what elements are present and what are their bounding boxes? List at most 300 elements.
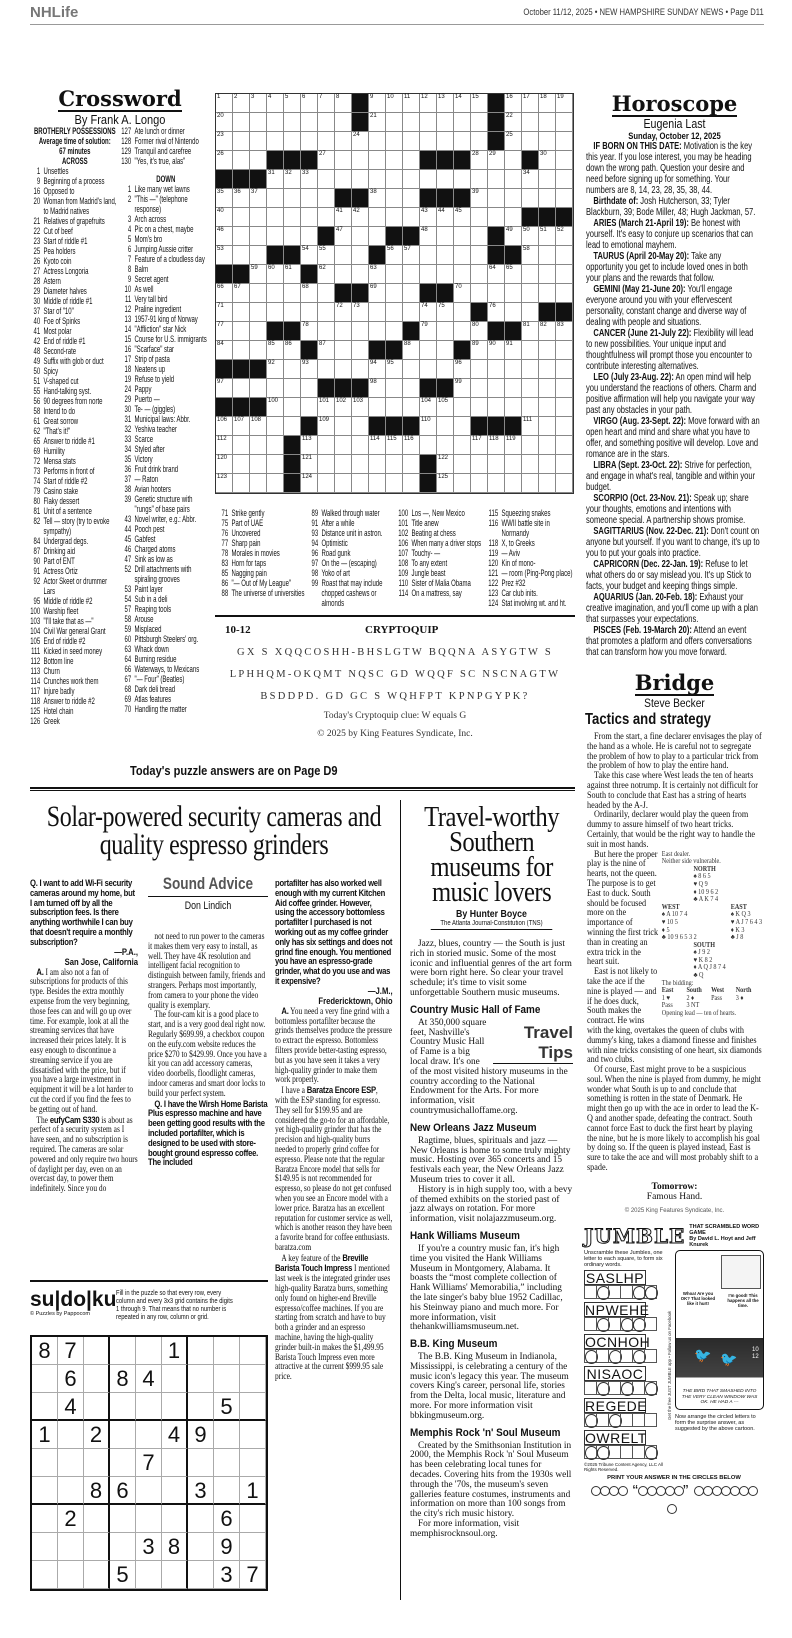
grid-cell[interactable] <box>284 284 301 303</box>
grid-cell[interactable] <box>437 170 454 189</box>
grid-cell[interactable] <box>556 113 573 132</box>
grid-cell[interactable] <box>454 170 471 189</box>
sudoku-cell[interactable] <box>84 1505 110 1533</box>
grid-cell[interactable] <box>556 132 573 151</box>
grid-cell[interactable] <box>352 227 369 246</box>
grid-cell[interactable] <box>556 436 573 455</box>
grid-cell[interactable] <box>539 132 556 151</box>
sudoku-cell[interactable] <box>110 1421 136 1449</box>
grid-cell[interactable] <box>335 94 352 113</box>
grid-cell[interactable] <box>522 227 539 246</box>
grid-cell[interactable] <box>471 246 488 265</box>
grid-cell[interactable] <box>488 398 505 417</box>
grid-cell[interactable] <box>488 208 505 227</box>
answer-circle[interactable] <box>618 1486 628 1496</box>
grid-cell[interactable] <box>471 379 488 398</box>
grid-cell[interactable] <box>488 379 505 398</box>
grid-cell[interactable] <box>369 113 386 132</box>
grid-cell[interactable] <box>301 189 318 208</box>
grid-cell[interactable] <box>250 246 267 265</box>
grid-cell[interactable] <box>522 113 539 132</box>
answer-boxes[interactable] <box>584 1381 664 1395</box>
grid-cell[interactable] <box>335 265 352 284</box>
letter-box[interactable] <box>644 1381 657 1395</box>
grid-cell[interactable] <box>318 417 335 436</box>
grid-cell[interactable] <box>505 360 522 379</box>
grid-cell[interactable] <box>539 360 556 379</box>
grid-cell[interactable] <box>233 246 250 265</box>
grid-cell[interactable] <box>216 436 233 455</box>
grid-cell[interactable] <box>522 455 539 474</box>
sudoku-cell[interactable]: 4 <box>136 1365 162 1393</box>
grid-cell[interactable] <box>403 379 420 398</box>
grid-cell[interactable] <box>284 303 301 322</box>
grid-cell[interactable] <box>539 94 556 113</box>
sudoku-cell[interactable] <box>162 1365 188 1393</box>
grid-cell[interactable] <box>556 360 573 379</box>
grid-cell[interactable] <box>335 170 352 189</box>
sudoku-cell[interactable] <box>58 1533 84 1561</box>
answer-circle[interactable] <box>667 1504 677 1514</box>
grid-cell[interactable] <box>318 113 335 132</box>
grid-cell[interactable] <box>471 360 488 379</box>
grid-cell[interactable] <box>386 94 403 113</box>
grid-cell[interactable] <box>216 189 233 208</box>
grid-cell[interactable] <box>284 132 301 151</box>
grid-cell[interactable] <box>556 398 573 417</box>
grid-cell[interactable] <box>301 227 318 246</box>
sudoku-cell[interactable]: 3 <box>188 1477 214 1505</box>
grid-cell[interactable] <box>556 170 573 189</box>
sudoku-cell[interactable] <box>188 1561 214 1589</box>
grid-cell[interactable] <box>471 474 488 493</box>
grid-cell[interactable] <box>386 246 403 265</box>
grid-cell[interactable] <box>335 398 352 417</box>
grid-cell[interactable] <box>505 132 522 151</box>
grid-cell[interactable] <box>420 322 437 341</box>
grid-cell[interactable] <box>250 379 267 398</box>
grid-cell[interactable] <box>284 417 301 436</box>
grid-cell[interactable] <box>522 341 539 360</box>
grid-cell[interactable] <box>369 284 386 303</box>
sudoku-grid[interactable] <box>30 1335 268 1591</box>
grid-cell[interactable] <box>556 284 573 303</box>
sudoku-cell[interactable] <box>188 1393 214 1421</box>
sudoku-cell[interactable] <box>84 1337 110 1365</box>
grid-cell[interactable] <box>267 284 284 303</box>
sudoku-cell[interactable] <box>110 1505 136 1533</box>
grid-cell[interactable] <box>318 474 335 493</box>
grid-cell[interactable] <box>284 189 301 208</box>
grid-cell[interactable] <box>556 322 573 341</box>
grid-cell[interactable] <box>318 455 335 474</box>
grid-cell[interactable] <box>267 455 284 474</box>
grid-cell[interactable] <box>420 246 437 265</box>
grid-cell[interactable] <box>250 189 267 208</box>
grid-cell[interactable] <box>318 170 335 189</box>
grid-cell[interactable] <box>267 436 284 455</box>
grid-cell[interactable] <box>335 132 352 151</box>
crossword-grid[interactable] <box>215 93 574 494</box>
grid-cell[interactable] <box>233 455 250 474</box>
answer-boxes[interactable] <box>584 1285 664 1299</box>
sudoku-cell[interactable] <box>188 1337 214 1365</box>
grid-cell[interactable] <box>505 94 522 113</box>
grid-cell[interactable] <box>522 398 539 417</box>
grid-cell[interactable] <box>454 398 471 417</box>
grid-cell[interactable] <box>335 151 352 170</box>
grid-cell[interactable] <box>454 455 471 474</box>
grid-cell[interactable] <box>488 474 505 493</box>
grid-cell[interactable] <box>250 436 267 455</box>
grid-cell[interactable] <box>335 322 352 341</box>
grid-cell[interactable] <box>301 436 318 455</box>
grid-cell[interactable] <box>403 94 420 113</box>
sudoku-cell[interactable] <box>240 1449 266 1477</box>
grid-cell[interactable] <box>505 455 522 474</box>
grid-cell[interactable] <box>522 170 539 189</box>
sudoku-cell[interactable] <box>240 1337 266 1365</box>
grid-cell[interactable] <box>335 360 352 379</box>
grid-cell[interactable] <box>488 455 505 474</box>
sudoku-cell[interactable]: 6 <box>110 1477 136 1505</box>
grid-cell[interactable] <box>403 170 420 189</box>
grid-cell[interactable] <box>267 189 284 208</box>
grid-cell[interactable] <box>403 284 420 303</box>
grid-cell[interactable] <box>454 303 471 322</box>
grid-cell[interactable] <box>556 341 573 360</box>
grid-cell[interactable] <box>488 360 505 379</box>
grid-cell[interactable] <box>250 113 267 132</box>
grid-cell[interactable] <box>369 455 386 474</box>
sudoku-cell[interactable] <box>188 1449 214 1477</box>
grid-cell[interactable] <box>437 303 454 322</box>
grid-cell[interactable] <box>471 398 488 417</box>
sudoku-cell[interactable] <box>84 1393 110 1421</box>
grid-cell[interactable] <box>369 398 386 417</box>
grid-cell[interactable] <box>505 398 522 417</box>
grid-cell[interactable] <box>488 436 505 455</box>
grid-cell[interactable] <box>539 398 556 417</box>
answer-circle[interactable] <box>748 1486 758 1496</box>
sudoku-cell[interactable] <box>188 1505 214 1533</box>
grid-cell[interactable] <box>352 436 369 455</box>
grid-cell[interactable] <box>352 151 369 170</box>
grid-cell[interactable] <box>454 246 471 265</box>
grid-cell[interactable] <box>454 322 471 341</box>
sudoku-cell[interactable] <box>32 1365 58 1393</box>
grid-cell[interactable] <box>284 208 301 227</box>
grid-cell[interactable] <box>318 208 335 227</box>
grid-cell[interactable] <box>216 151 233 170</box>
sudoku-cell[interactable] <box>240 1421 266 1449</box>
grid-cell[interactable] <box>284 227 301 246</box>
grid-cell[interactable] <box>369 189 386 208</box>
grid-cell[interactable] <box>369 227 386 246</box>
grid-cell[interactable] <box>369 436 386 455</box>
grid-cell[interactable] <box>522 303 539 322</box>
sudoku-cell[interactable] <box>162 1393 188 1421</box>
grid-cell[interactable] <box>369 132 386 151</box>
grid-cell[interactable] <box>505 151 522 170</box>
grid-cell[interactable] <box>233 284 250 303</box>
grid-cell[interactable] <box>369 360 386 379</box>
sudoku-cell[interactable]: 8 <box>162 1533 188 1561</box>
grid-cell[interactable] <box>505 379 522 398</box>
sudoku-cell[interactable]: 7 <box>136 1449 162 1477</box>
grid-cell[interactable] <box>437 436 454 455</box>
grid-cell[interactable] <box>437 360 454 379</box>
grid-cell[interactable] <box>403 113 420 132</box>
grid-cell[interactable] <box>216 474 233 493</box>
grid-cell[interactable] <box>556 189 573 208</box>
grid-cell[interactable] <box>369 474 386 493</box>
grid-cell[interactable] <box>335 417 352 436</box>
grid-cell[interactable] <box>454 113 471 132</box>
grid-cell[interactable] <box>454 284 471 303</box>
letter-box[interactable] <box>644 1413 657 1427</box>
sudoku-cell[interactable] <box>136 1505 162 1533</box>
grid-cell[interactable] <box>437 417 454 436</box>
sudoku-cell[interactable] <box>84 1365 110 1393</box>
grid-cell[interactable] <box>335 113 352 132</box>
grid-cell[interactable] <box>216 132 233 151</box>
grid-cell[interactable] <box>403 189 420 208</box>
grid-cell[interactable] <box>437 322 454 341</box>
grid-cell[interactable] <box>386 208 403 227</box>
sudoku-cell[interactable]: 3 <box>214 1561 240 1589</box>
grid-cell[interactable] <box>556 151 573 170</box>
grid-cell[interactable] <box>539 436 556 455</box>
grid-cell[interactable] <box>233 303 250 322</box>
sudoku-cell[interactable] <box>32 1393 58 1421</box>
sudoku-cell[interactable] <box>110 1449 136 1477</box>
grid-cell[interactable] <box>556 379 573 398</box>
grid-cell[interactable] <box>318 284 335 303</box>
grid-cell[interactable] <box>471 322 488 341</box>
grid-cell[interactable] <box>233 417 250 436</box>
grid-cell[interactable] <box>284 113 301 132</box>
grid-cell[interactable] <box>505 170 522 189</box>
sudoku-cell[interactable]: 1 <box>240 1477 266 1505</box>
grid-cell[interactable] <box>437 113 454 132</box>
grid-cell[interactable] <box>420 170 437 189</box>
sudoku-cell[interactable] <box>58 1449 84 1477</box>
sudoku-cell[interactable] <box>32 1449 58 1477</box>
sudoku-cell[interactable] <box>84 1533 110 1561</box>
grid-cell[interactable] <box>454 132 471 151</box>
grid-cell[interactable] <box>267 360 284 379</box>
grid-cell[interactable] <box>335 341 352 360</box>
answer-boxes[interactable] <box>584 1349 664 1363</box>
grid-cell[interactable] <box>522 246 539 265</box>
grid-cell[interactable] <box>335 455 352 474</box>
grid-cell[interactable] <box>318 151 335 170</box>
grid-cell[interactable] <box>471 189 488 208</box>
sudoku-cell[interactable] <box>32 1561 58 1589</box>
grid-cell[interactable] <box>556 246 573 265</box>
grid-cell[interactable] <box>556 455 573 474</box>
grid-cell[interactable] <box>403 151 420 170</box>
grid-cell[interactable] <box>505 303 522 322</box>
grid-cell[interactable] <box>284 94 301 113</box>
grid-cell[interactable] <box>216 208 233 227</box>
sudoku-cell[interactable]: 2 <box>58 1505 84 1533</box>
answer-circle[interactable] <box>674 1486 684 1496</box>
sudoku-cell[interactable]: 4 <box>58 1393 84 1421</box>
grid-cell[interactable] <box>250 417 267 436</box>
grid-cell[interactable] <box>267 208 284 227</box>
sudoku-cell[interactable] <box>32 1477 58 1505</box>
sudoku-cell[interactable] <box>214 1477 240 1505</box>
grid-cell[interactable] <box>301 208 318 227</box>
grid-cell[interactable] <box>403 398 420 417</box>
grid-cell[interactable] <box>505 189 522 208</box>
grid-cell[interactable] <box>284 170 301 189</box>
grid-cell[interactable] <box>335 303 352 322</box>
grid-cell[interactable] <box>454 474 471 493</box>
grid-cell[interactable] <box>454 360 471 379</box>
grid-cell[interactable] <box>454 94 471 113</box>
grid-cell[interactable] <box>403 132 420 151</box>
sudoku-cell[interactable] <box>32 1533 58 1561</box>
grid-cell[interactable] <box>420 94 437 113</box>
grid-cell[interactable] <box>471 151 488 170</box>
grid-cell[interactable] <box>420 398 437 417</box>
grid-cell[interactable] <box>539 246 556 265</box>
grid-cell[interactable] <box>352 265 369 284</box>
grid-cell[interactable] <box>233 132 250 151</box>
grid-cell[interactable] <box>420 227 437 246</box>
sudoku-cell[interactable]: 8 <box>110 1365 136 1393</box>
sudoku-cell[interactable]: 1 <box>32 1421 58 1449</box>
grid-cell[interactable] <box>352 417 369 436</box>
grid-cell[interactable] <box>301 246 318 265</box>
grid-cell[interactable] <box>267 113 284 132</box>
grid-cell[interactable] <box>267 170 284 189</box>
grid-cell[interactable] <box>301 132 318 151</box>
grid-cell[interactable] <box>471 94 488 113</box>
grid-cell[interactable] <box>318 132 335 151</box>
grid-cell[interactable] <box>454 417 471 436</box>
grid-cell[interactable] <box>471 455 488 474</box>
grid-cell[interactable] <box>454 208 471 227</box>
grid-cell[interactable] <box>301 474 318 493</box>
sudoku-cell[interactable] <box>32 1505 58 1533</box>
grid-cell[interactable] <box>318 322 335 341</box>
grid-cell[interactable] <box>488 189 505 208</box>
sudoku-cell[interactable] <box>58 1561 84 1589</box>
grid-cell[interactable] <box>522 474 539 493</box>
grid-cell[interactable] <box>471 170 488 189</box>
grid-cell[interactable] <box>352 303 369 322</box>
grid-cell[interactable] <box>335 246 352 265</box>
grid-cell[interactable] <box>539 151 556 170</box>
grid-cell[interactable] <box>318 360 335 379</box>
grid-cell[interactable] <box>250 208 267 227</box>
grid-cell[interactable] <box>420 436 437 455</box>
sudoku-cell[interactable]: 7 <box>58 1337 84 1365</box>
grid-cell[interactable] <box>318 94 335 113</box>
grid-cell[interactable] <box>369 322 386 341</box>
answer-boxes[interactable] <box>584 1413 664 1427</box>
grid-cell[interactable] <box>301 322 318 341</box>
grid-cell[interactable] <box>539 265 556 284</box>
grid-cell[interactable] <box>437 455 454 474</box>
grid-cell[interactable] <box>284 360 301 379</box>
grid-cell[interactable] <box>488 284 505 303</box>
grid-cell[interactable] <box>386 474 403 493</box>
grid-cell[interactable] <box>301 303 318 322</box>
grid-cell[interactable] <box>386 189 403 208</box>
grid-cell[interactable] <box>539 189 556 208</box>
grid-cell[interactable] <box>437 94 454 113</box>
grid-cell[interactable] <box>335 436 352 455</box>
grid-cell[interactable] <box>352 474 369 493</box>
sudoku-cell[interactable]: 6 <box>214 1505 240 1533</box>
sudoku-cell[interactable] <box>110 1533 136 1561</box>
sudoku-cell[interactable] <box>162 1477 188 1505</box>
grid-cell[interactable] <box>250 303 267 322</box>
grid-cell[interactable] <box>437 474 454 493</box>
grid-cell[interactable] <box>301 170 318 189</box>
grid-cell[interactable] <box>488 151 505 170</box>
grid-cell[interactable] <box>403 474 420 493</box>
grid-cell[interactable] <box>556 474 573 493</box>
sudoku-cell[interactable] <box>240 1533 266 1561</box>
grid-cell[interactable] <box>267 227 284 246</box>
grid-cell[interactable] <box>386 170 403 189</box>
grid-cell[interactable] <box>216 227 233 246</box>
sudoku-cell[interactable]: 9 <box>188 1421 214 1449</box>
grid-cell[interactable] <box>403 360 420 379</box>
grid-cell[interactable] <box>352 360 369 379</box>
grid-cell[interactable] <box>233 94 250 113</box>
grid-cell[interactable] <box>471 265 488 284</box>
grid-cell[interactable] <box>318 303 335 322</box>
grid-cell[interactable] <box>471 341 488 360</box>
grid-cell[interactable] <box>403 246 420 265</box>
grid-cell[interactable] <box>284 379 301 398</box>
grid-cell[interactable] <box>437 227 454 246</box>
sudoku-cell[interactable] <box>188 1533 214 1561</box>
grid-cell[interactable] <box>216 417 233 436</box>
grid-cell[interactable] <box>420 360 437 379</box>
grid-cell[interactable] <box>284 265 301 284</box>
grid-cell[interactable] <box>216 246 233 265</box>
grid-cell[interactable] <box>386 132 403 151</box>
grid-cell[interactable] <box>454 265 471 284</box>
grid-cell[interactable] <box>505 265 522 284</box>
grid-cell[interactable] <box>301 360 318 379</box>
grid-cell[interactable] <box>250 151 267 170</box>
sudoku-cell[interactable] <box>240 1393 266 1421</box>
grid-cell[interactable] <box>335 474 352 493</box>
grid-cell[interactable] <box>233 151 250 170</box>
grid-cell[interactable] <box>386 455 403 474</box>
grid-cell[interactable] <box>233 227 250 246</box>
grid-cell[interactable] <box>556 227 573 246</box>
grid-cell[interactable] <box>488 170 505 189</box>
sudoku-cell[interactable] <box>110 1337 136 1365</box>
letter-box[interactable] <box>644 1445 657 1459</box>
grid-cell[interactable] <box>539 322 556 341</box>
grid-cell[interactable] <box>403 436 420 455</box>
grid-cell[interactable] <box>216 303 233 322</box>
grid-cell[interactable] <box>437 398 454 417</box>
grid-cell[interactable] <box>250 94 267 113</box>
grid-cell[interactable] <box>352 208 369 227</box>
